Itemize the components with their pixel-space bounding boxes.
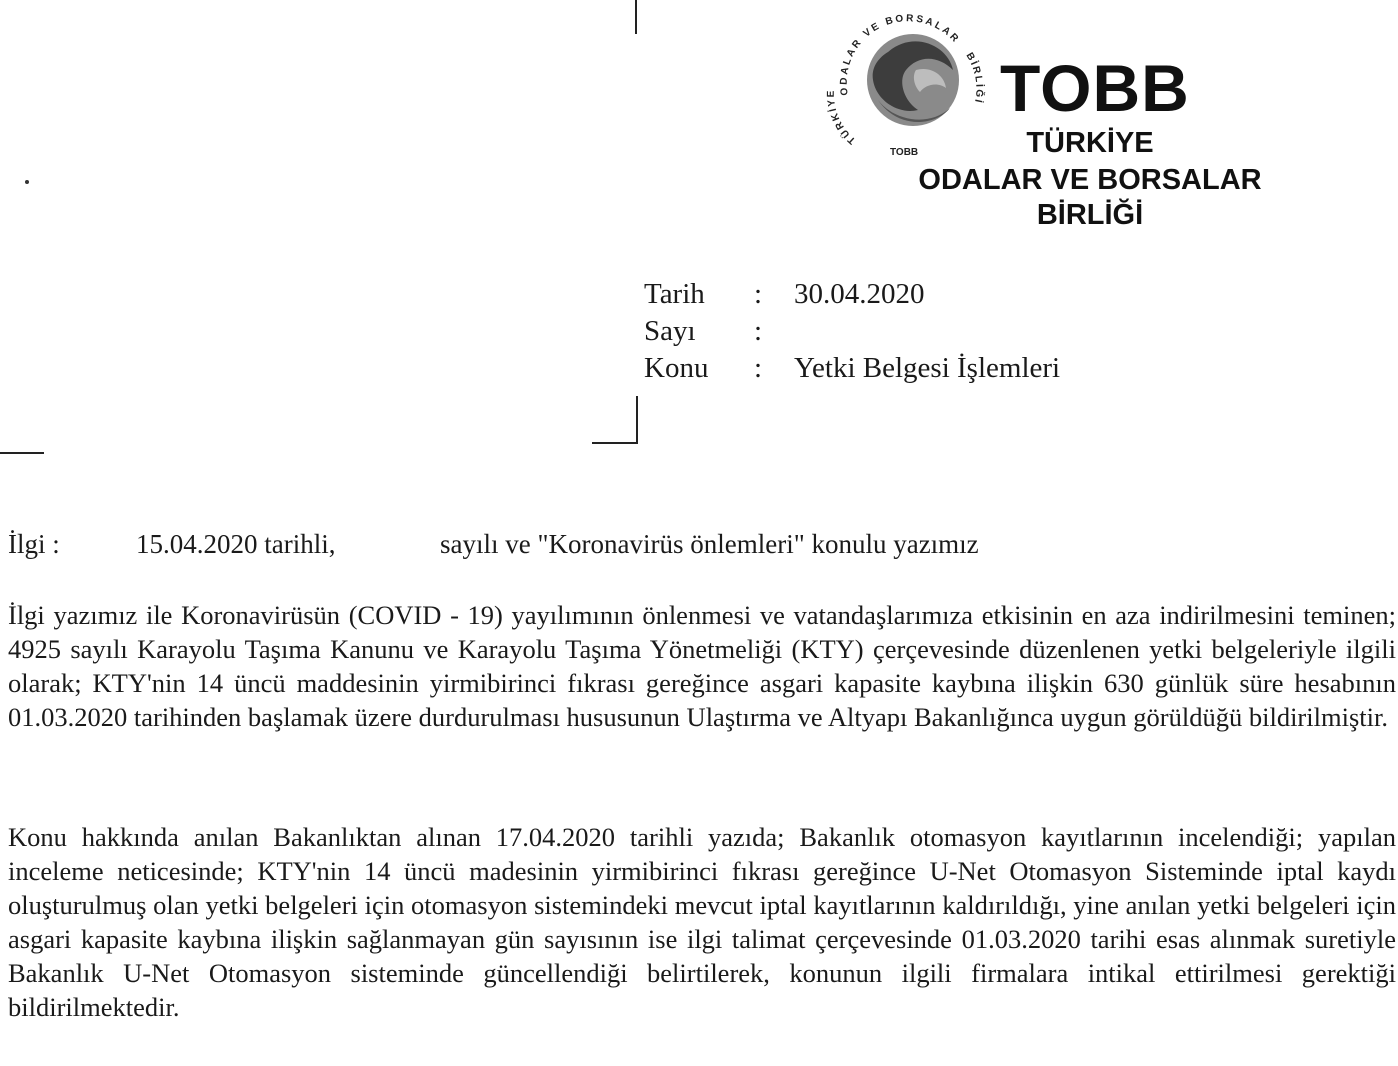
number-row — [644, 313, 794, 349]
body-paragraph-1: İlgi yazımız ile Koronavirüsün (COVID - 19) yayılımının önlenmesi ve vatandaşlarımıza etkisinin en aza indirilmesini teminen; 4925 sayılı Karayolu Taşıma Kanunu ve Karayolu Taşıma Yönetmeliği (KTY) çerçevesinde düzenlenen yetki belgeleriyle ilgili olarak; KTY'nin 14 üncü maddesinin yirmibirinci fıkrası gereğince asgari kapasite kaybına ilişkin 630 günlük süre hesabının 01.03.2020 tarihinden başlamak üzere durdurulması hususunun Ulaştırma ve Altyapı Bakanlığınca uygun görüldüğü bildirilmiştir. — [8, 600, 1396, 732]
date-label: Tarih — [644, 278, 705, 310]
org-name-line-2: ODALAR VE BORSALAR — [918, 164, 1262, 196]
seal-bottom-text: TOBB — [890, 147, 919, 158]
org-name-line-1: TÜRKİYE — [1026, 127, 1154, 159]
seal-top-text: ODALAR VE BORSALAR — [838, 13, 962, 97]
subject-label: Konu — [644, 352, 709, 384]
svg-text:BİRLİĞİ — [964, 51, 987, 106]
date-row — [644, 276, 925, 312]
number-label: Sayı — [644, 315, 696, 347]
reference-date: 15.04.2020 tarihli, — [136, 529, 336, 559]
seal-right-text: BİRLİĞİ — [963, 50, 985, 106]
subject-row — [644, 350, 1060, 386]
left-fold-mark — [0, 452, 44, 454]
reference-line — [8, 526, 979, 562]
date-separator: : — [754, 278, 763, 310]
reference-text: sayılı ve "Koronavirüs önlemleri" konulu yazımız — [440, 529, 979, 559]
org-name-line-3: BİRLİĞİ — [1036, 199, 1144, 231]
stray-dot — [25, 180, 29, 184]
svg-text:TÜRKİYE — [825, 89, 858, 146]
body-paragraph-2: Konu hakkında anılan Bakanlıktan alınan 17.04.2020 tarihli yazıda; Bakanlık otomasyon kayıtlarının incelendiği; yapılan inceleme neticesinde; KTY'nin 14 üncü madesinin yirmibirinci fıkrası gereğince U-Net Otomasyon Sisteminde iptal kaydı oluşturulmuş olan yetki belgeleri için otomasyon sistemindeki mevcut iptal kayıtlarının kaldırıldığı, yine anılan yetki belgeleri için asgari kapasite kaybına ilişkin sağlanmayan gün sayısının ise ilgi talimat çerçevesinde 01.03.2020 tarihi esas alınmak suretiyle Bakanlık U-Net Otomasyon sisteminde güncellendiği belirtilerek, konunun ilgili firmalara intikal ettirilmesi gerektiği bildirilmektedir. — [8, 822, 1396, 1022]
reference-label: İlgi : — [8, 529, 60, 559]
number-separator: : — [754, 315, 763, 347]
window-corner-mark-vertical — [636, 396, 638, 444]
brand-title: TOBB — [1000, 51, 1190, 125]
date-value: 30.04.2020 — [794, 278, 925, 310]
window-corner-mark-horizontal — [592, 442, 638, 444]
subject-value: Yetki Belgesi İşlemleri — [794, 352, 1061, 384]
seal-left-text: TÜRKİYE — [825, 88, 859, 147]
subject-separator: : — [754, 352, 763, 384]
top-fold-mark — [635, 0, 637, 34]
